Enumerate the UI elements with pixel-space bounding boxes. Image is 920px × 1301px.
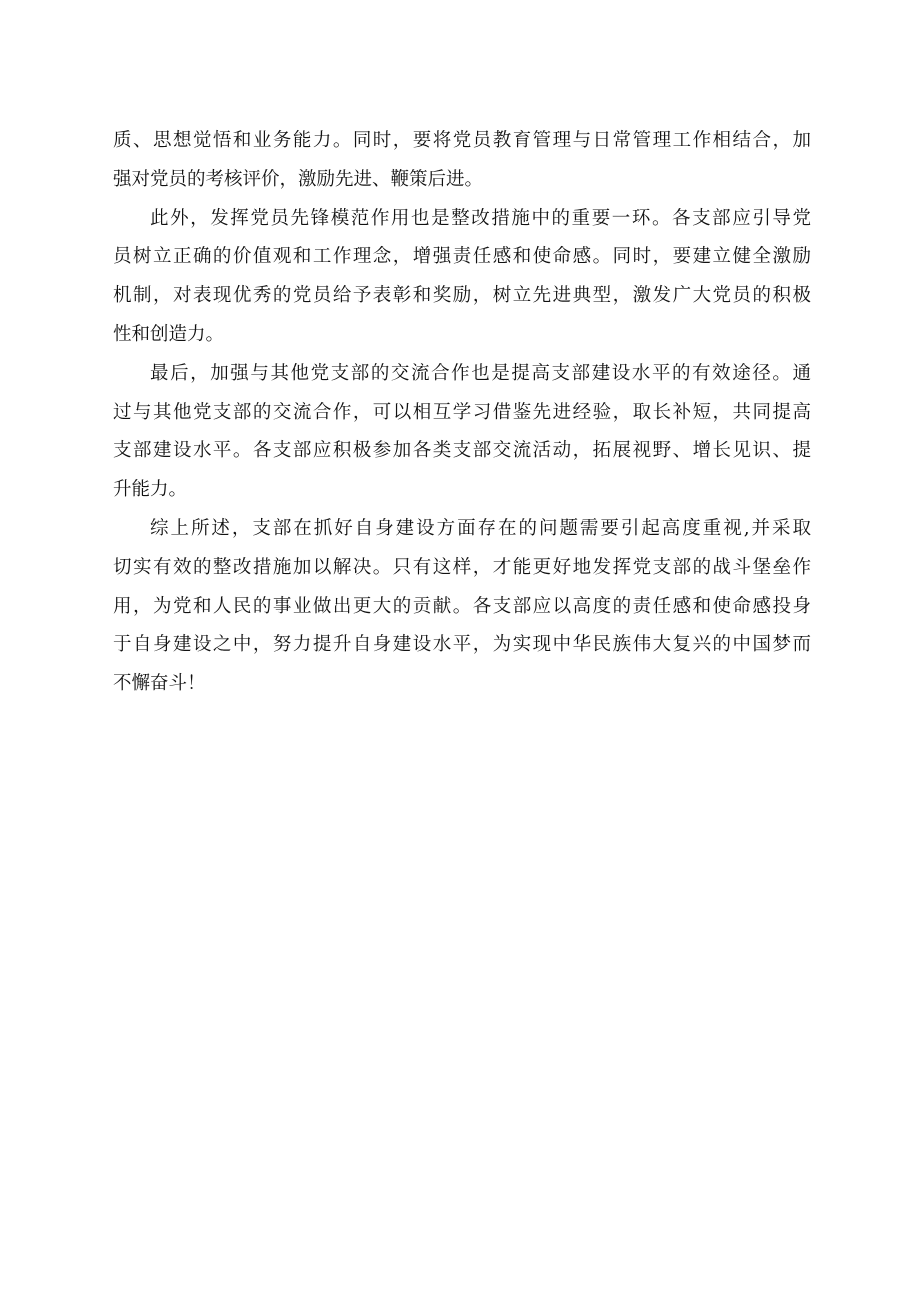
text-line: 升能力。 [113,479,188,501]
text-line: 质、思想觉悟和业务能力。同时，要将党员教育管理与日常管理工作相结合，加 [113,130,811,151]
text-line: 员树立正确的价值观和工作理念，增强责任感和使命感。同时，要建立健全激励 [113,246,811,268]
text-line: 支部建设水平。各支部应积极参加各类支部交流活动，拓展视野、增长见识、提 [113,440,811,462]
text-line: 性和创造力。 [113,323,225,345]
body-text [113,122,811,704]
text-line: 综上所述，支部在抓好自身建设方面存在的问题需要引起高度重视,并采取 [150,517,811,539]
text-line: 过与其他党支部的交流合作，可以相互学习借鉴先进经验，取长补短，共同提高 [113,401,811,423]
text-line: 切实有效的整改措施加以解决。只有这样，才能更好地发挥党支部的战斗堡垒作 [113,556,811,578]
paragraph-4 [113,510,811,704]
text-line: 机制，对表现优秀的党员给予表彰和奖励，树立先进典型，激发广大党员的积极 [113,285,811,307]
text-line: 用，为党和人民的事业做出更大的贡献。各支部应以高度的责任感和使命感投身 [113,595,811,617]
text-line: 强对党员的考核评价，激励先进、鞭策后进。 [113,168,484,190]
text-line: 于自身建设之中，努力提升自身建设水平，为实现中华民族伟大复兴的中国梦而 [113,634,811,656]
text-line: 最后，加强与其他党支部的交流合作也是提高支部建设水平的有效途径。通 [150,362,811,384]
text-line: 此外，发挥党员先锋模范作用也是整改措施中的重要一环。各支部应引导党 [150,207,811,229]
text-line: 不懈奋斗！ [113,673,206,695]
paragraph-1 [113,122,811,200]
paragraph-3 [113,355,811,510]
paragraph-2 [113,200,811,355]
